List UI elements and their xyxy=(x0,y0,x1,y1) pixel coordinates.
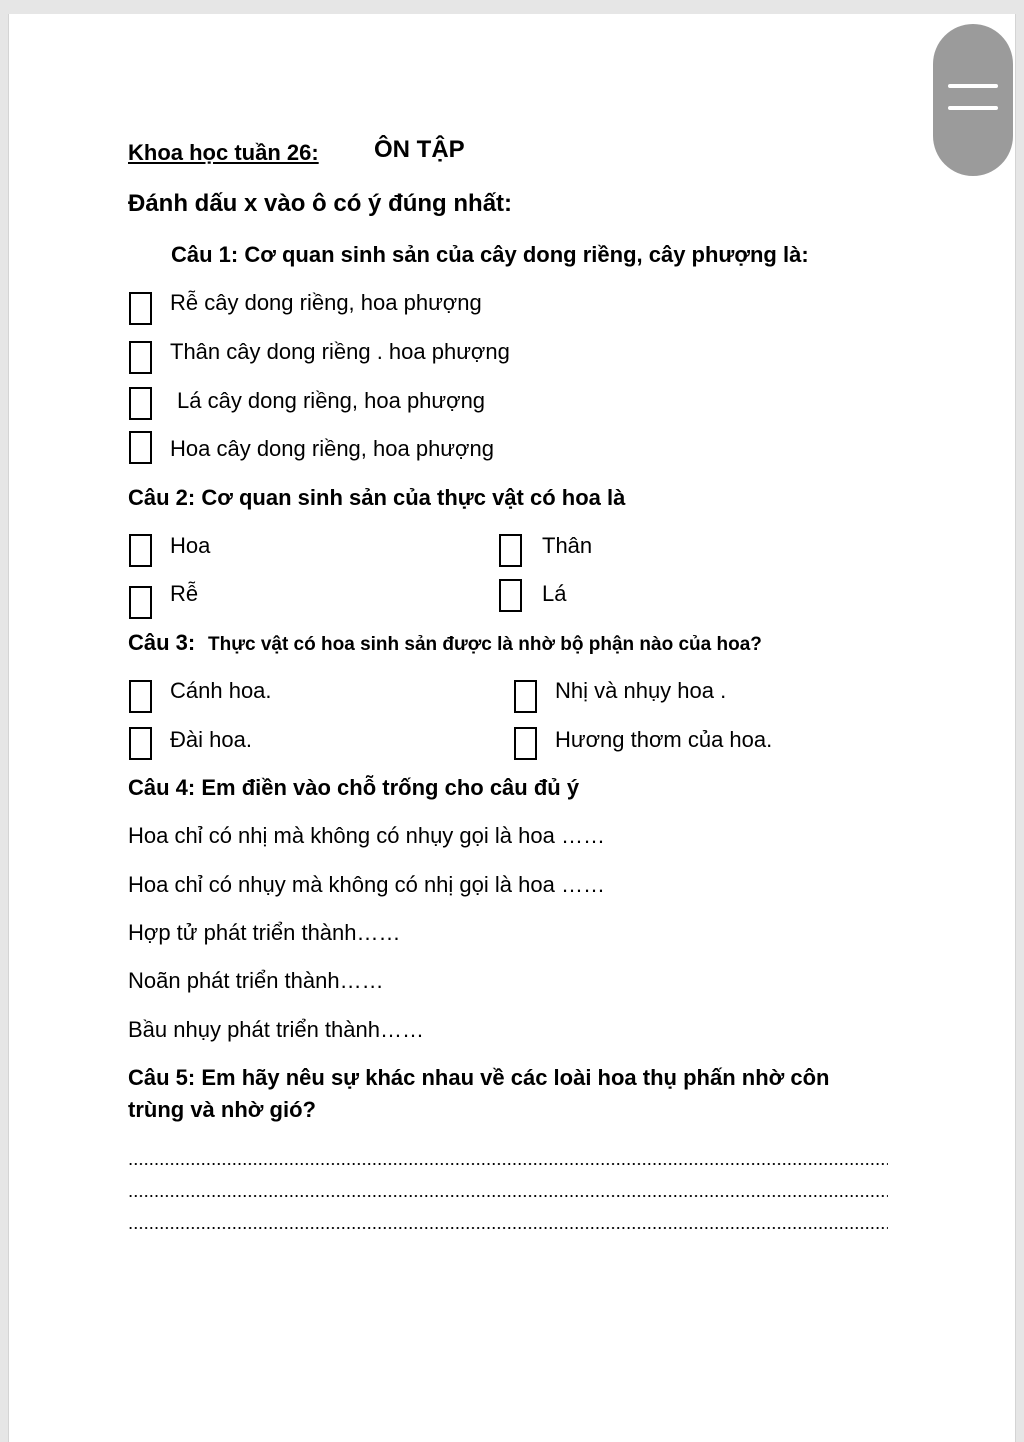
subject-week: Khoa học tuần 26: xyxy=(128,140,319,165)
q3-checkbox[interactable] xyxy=(514,727,537,760)
q3-option: Đài hoa. xyxy=(170,727,252,752)
q4-fill-line: Hoa chỉ có nhụy mà không có nhị gọi là hoa …… xyxy=(128,872,605,897)
q2-checkbox[interactable] xyxy=(129,586,152,619)
q1-checkbox[interactable] xyxy=(129,292,152,325)
hamburger-icon-bar xyxy=(948,84,998,88)
q1-checkbox[interactable] xyxy=(129,431,152,464)
instruction: Đánh dấu x vào ô có ý đúng nhất: xyxy=(128,190,513,217)
page-title: ÔN TẬP xyxy=(374,136,465,163)
q1-option: Lá cây dong riềng, hoa phượng xyxy=(177,388,486,413)
answer-dotted-line[interactable] xyxy=(128,1194,888,1198)
q2-option: Lá xyxy=(542,581,567,606)
q3-checkbox[interactable] xyxy=(514,680,537,713)
q2-option: Rễ xyxy=(170,581,199,606)
q4-fill-line: Hoa chỉ có nhị mà không có nhụy gọi là hoa …… xyxy=(128,823,605,848)
q3-checkbox[interactable] xyxy=(129,727,152,760)
q2-checkbox[interactable] xyxy=(129,534,152,567)
q3-option: Hương thơm của hoa. xyxy=(555,727,773,752)
answer-dotted-line[interactable] xyxy=(128,1162,888,1166)
menu-button[interactable] xyxy=(933,24,1013,176)
q1-question: Câu 1: Cơ quan sinh sản của cây dong riềng, cây phượng là: xyxy=(171,242,809,267)
q1-checkbox[interactable] xyxy=(129,341,152,374)
q2-question: Câu 2: Cơ quan sinh sản của thực vật có hoa là xyxy=(128,485,626,510)
q4-fill-line: Hợp tử phát triển thành…… xyxy=(128,920,401,945)
q1-option: Hoa cây dong riềng, hoa phượng xyxy=(170,436,494,461)
q3-option: Nhị và nhụy hoa . xyxy=(555,678,727,703)
answer-dotted-line[interactable] xyxy=(128,1226,888,1230)
q1-checkbox[interactable] xyxy=(129,387,152,420)
q4-fill-line: Noãn phát triển thành…… xyxy=(128,968,384,993)
q2-option: Hoa xyxy=(170,533,211,558)
q1-option: Rễ cây dong riềng, hoa phượng xyxy=(170,290,482,315)
q4-fill-line: Bầu nhụy phát triển thành…… xyxy=(128,1017,424,1042)
q5-question-cont: trùng và nhờ gió? xyxy=(128,1097,316,1122)
q3-checkbox[interactable] xyxy=(129,680,152,713)
q3-option: Cánh hoa. xyxy=(170,678,272,703)
q3-label: Câu 3: xyxy=(128,630,196,655)
q4-question: Câu 4: Em điền vào chỗ trống cho câu đủ ý xyxy=(128,775,580,800)
q3-question: Thực vật có hoa sinh sản được là nhờ bộ phận nào của hoa? xyxy=(208,634,762,655)
hamburger-icon-bar xyxy=(948,106,998,110)
q2-option: Thân xyxy=(542,533,593,558)
q2-checkbox[interactable] xyxy=(499,534,522,567)
q5-question: Câu 5: Em hãy nêu sự khác nhau về các loài hoa thụ phấn nhờ côn xyxy=(128,1065,830,1090)
q1-option: Thân cây dong riềng . hoa phượng xyxy=(170,339,510,364)
q2-checkbox[interactable] xyxy=(499,579,522,612)
